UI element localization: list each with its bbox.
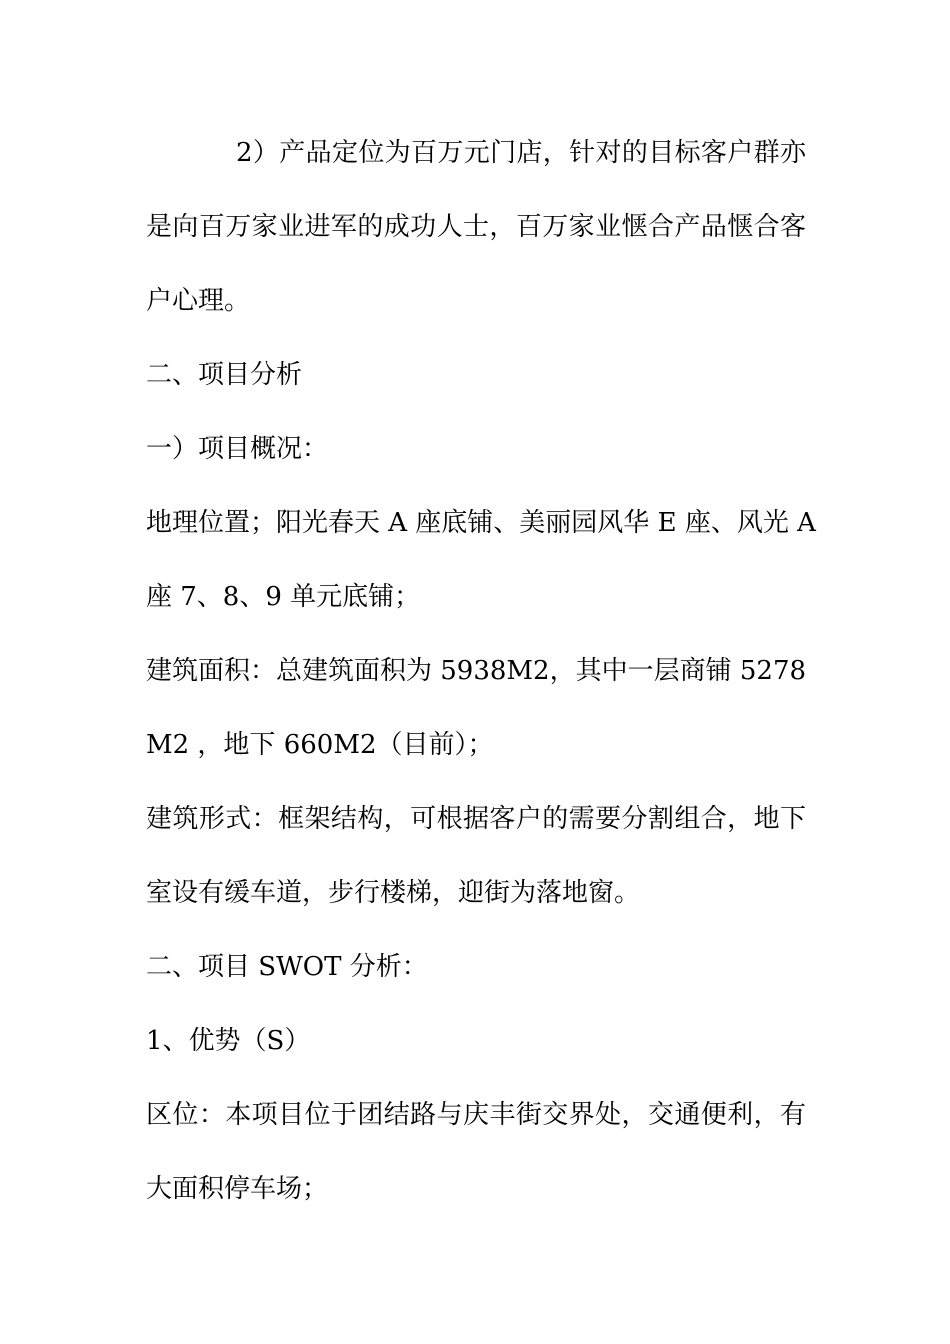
structure-line-1: 建筑形式：框架结构，可根据客户的需要分割组合，地下 xyxy=(146,804,806,834)
location-advantage-line-2: 大面积停车场； xyxy=(146,1174,329,1204)
paragraph-line-3: 户心理。 xyxy=(146,286,251,316)
location-line-2: 座 7、8、9 单元底铺； xyxy=(146,582,421,612)
subsection-heading-strengths: 1、优势（S） xyxy=(146,1026,311,1056)
location-line-1: 地理位置；阳光春天 A 座底铺、美丽园风华 E 座、风光 A xyxy=(146,508,816,538)
structure-line-2: 室设有缓车道，步行楼梯，迎街为落地窗。 xyxy=(146,878,641,908)
section-heading-project-analysis: 二、项目分析 xyxy=(146,360,303,390)
location-advantage-line-1: 区位：本项目位于团结路与庆丰街交界处，交通便利，有 xyxy=(146,1100,806,1130)
area-line-2: M2 ，地下 660M2（目前）； xyxy=(146,730,494,760)
paragraph-line-2: 是向百万家业进军的成功人士，百万家业惬合产品惬合客 xyxy=(146,212,806,242)
section-heading-swot: 二、项目 SWOT 分析： xyxy=(146,952,428,982)
subsection-heading-overview: 一）项目概况： xyxy=(146,434,329,464)
area-line-1: 建筑面积：总建筑面积为 5938M2，其中一层商铺 5278 xyxy=(146,656,807,686)
paragraph-line-1: 2）产品定位为百万元门店，针对的目标客户群亦 xyxy=(236,138,806,168)
